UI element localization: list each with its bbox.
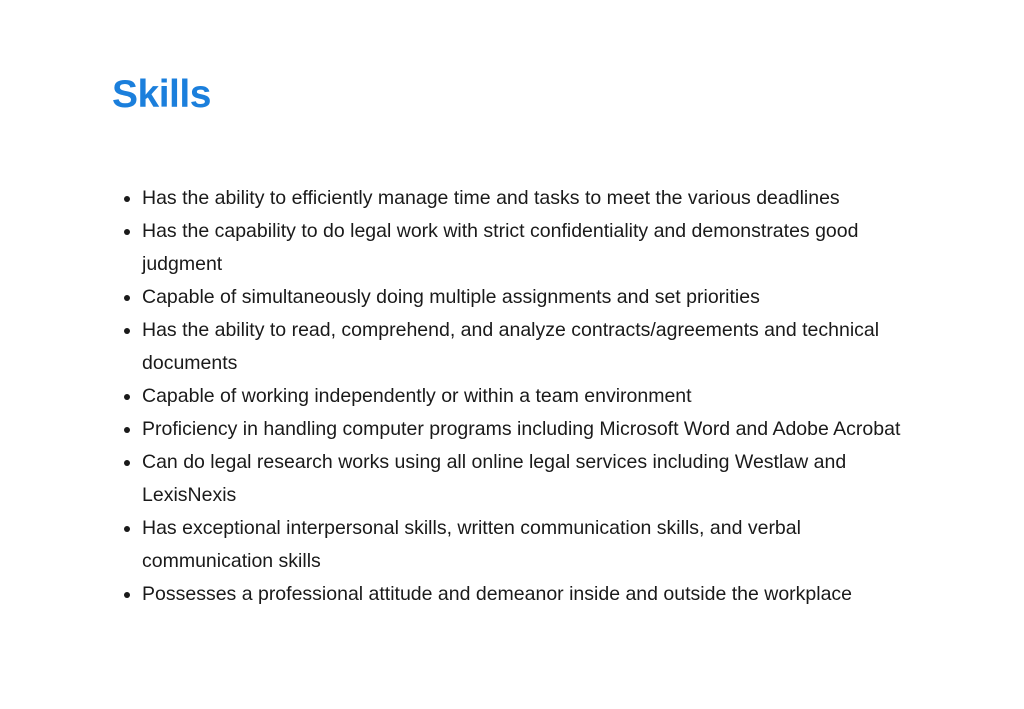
section-title: Skills — [112, 73, 211, 116]
bullet-icon — [124, 295, 130, 301]
list-item-text: Has the ability to efficiently manage time and tasks to meet the various deadlines — [142, 187, 840, 209]
list-item-text: Has the capability to do legal work with strict confidentiality and demonstrates good judgment — [142, 220, 859, 275]
bullet-icon — [124, 592, 130, 598]
list-item — [142, 446, 922, 512]
list-item — [142, 215, 922, 281]
bullet-icon — [124, 460, 130, 466]
bullet-icon — [124, 196, 130, 202]
list-item — [142, 413, 922, 446]
list-item-text: Possesses a professional attitude and demeanor inside and outside the workplace — [142, 583, 853, 605]
list-item — [142, 281, 922, 314]
bullet-icon — [124, 526, 130, 532]
list-item — [142, 578, 922, 611]
list-item-text: Capable of simultaneously doing multiple assignments and set priorities — [142, 286, 760, 308]
list-item-text: Has the ability to read, comprehend, and analyze contracts/agreements and technical documents — [142, 319, 880, 374]
skills-list — [142, 182, 922, 611]
bullet-icon — [124, 328, 130, 334]
list-item — [142, 380, 922, 413]
list-item-text: Proficiency in handling computer programs including Microsoft Word and Adobe Acrobat — [142, 418, 901, 440]
list-item-text: Has exceptional interpersonal skills, written communication skills, and verbal communication skills — [142, 517, 801, 572]
bullet-icon — [124, 229, 130, 235]
list-item — [142, 182, 922, 215]
bullet-icon — [124, 427, 130, 433]
bullet-icon — [124, 394, 130, 400]
list-item — [142, 512, 922, 578]
list-item — [142, 314, 922, 380]
list-item-text: Can do legal research works using all online legal services including Westlaw and LexisNexis — [142, 451, 847, 506]
list-item-text: Capable of working independently or within a team environment — [142, 385, 692, 407]
